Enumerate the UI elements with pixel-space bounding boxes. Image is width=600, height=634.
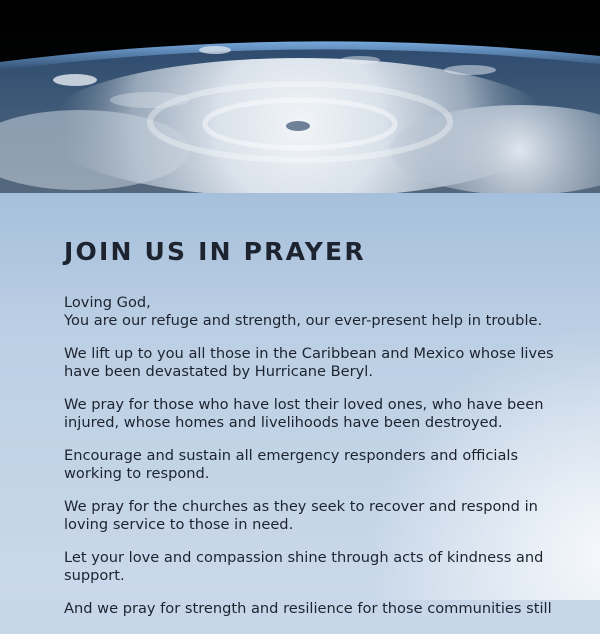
page-title: JOIN US IN PRAYER	[64, 237, 366, 266]
prayer-section	[0, 193, 600, 617]
prayer-text	[64, 294, 554, 634]
prayer-line: loving service to those in need.	[64, 515, 294, 533]
prayer-line: We pray for the churches as they seek to recover and respond in	[64, 498, 538, 515]
hurricane-photo	[0, 0, 600, 193]
prayer-paragraph	[64, 549, 544, 584]
prayer-line: support.	[64, 566, 125, 584]
prayer-paragraph	[64, 600, 552, 618]
prayer-paragraph	[64, 396, 544, 431]
prayer-line: We lift up to you all those in the Caribbean and Mexico whose lives	[64, 345, 554, 362]
prayer-line: Encourage and sustain all emergency responders and officials	[64, 447, 519, 464]
prayer-paragraph	[64, 345, 554, 380]
prayer-line: You are our refuge and strength, our ever-present help in trouble.	[64, 311, 543, 329]
prayer-line: working to respond.	[64, 464, 210, 482]
prayer-paragraph	[64, 294, 544, 329]
prayer-line: And we pray for strength and resilience for those communities still	[64, 600, 552, 617]
prayer-line: injured, whose homes and livelihoods have been destroyed.	[64, 413, 503, 431]
hurricane-image	[0, 0, 600, 193]
prayer-line: Loving God,	[64, 294, 151, 311]
prayer-paragraph	[64, 498, 544, 533]
prayer-line: have been devastated by Hurricane Beryl.	[64, 362, 373, 380]
prayer-paragraph	[64, 447, 544, 482]
prayer-line: We pray for those who have lost their loved ones, who have been	[64, 396, 544, 413]
prayer-line: Let your love and compassion shine through acts of kindness and	[64, 549, 544, 566]
